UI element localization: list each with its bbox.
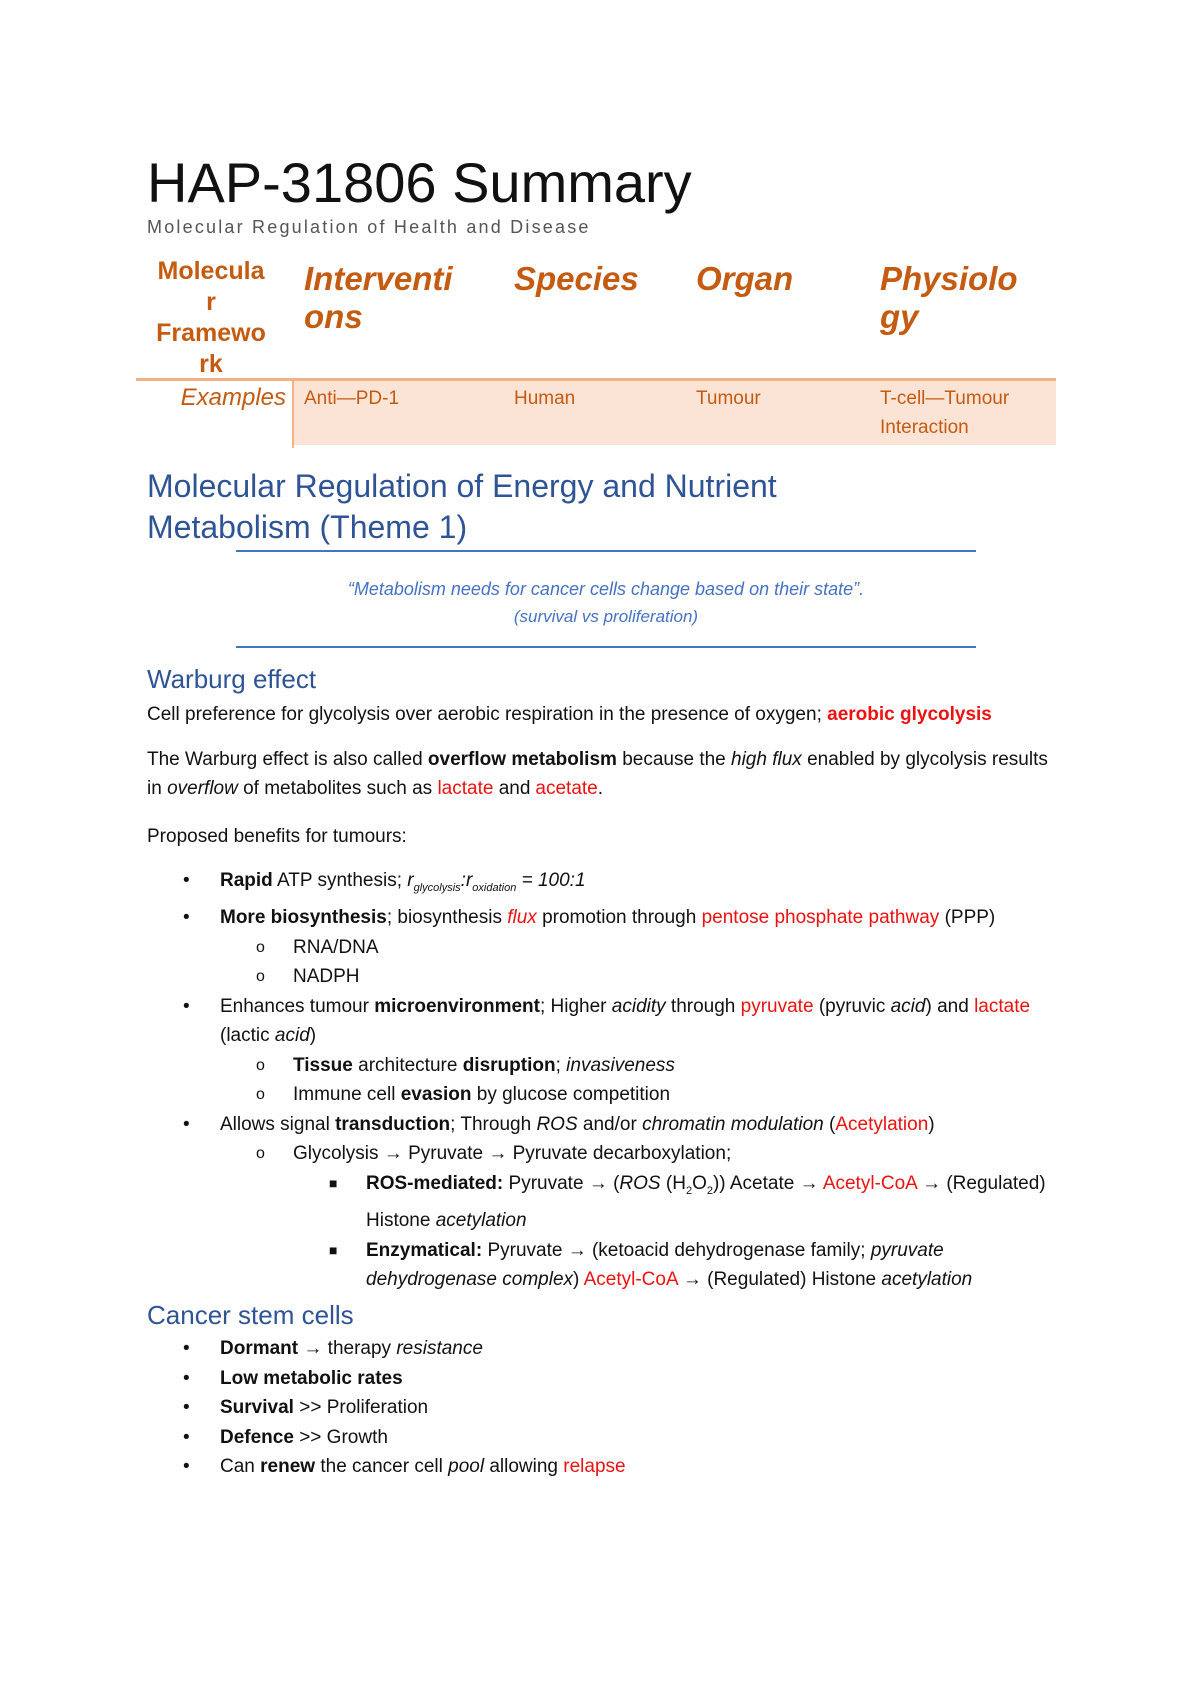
bold-term: renew [260, 1456, 316, 1477]
header-line: r [206, 288, 216, 316]
warburg-definition [147, 700, 1067, 729]
list-item [220, 1080, 1067, 1110]
text: ; Higher [539, 995, 607, 1017]
list-item [147, 866, 1067, 903]
column-divider [292, 378, 294, 448]
text: RNA/DNA [293, 936, 379, 958]
bullet-icon: • [183, 1367, 190, 1389]
warburg-heading: Warburg effect [147, 664, 317, 694]
bold-term: evasion [400, 1084, 472, 1106]
italic-term: pool [448, 1456, 485, 1477]
highlight-term: Acetylation [835, 1113, 929, 1135]
heading-line: Metabolism (Theme 1) [147, 509, 468, 545]
bold-term: Defence [220, 1426, 294, 1448]
highlight-term: Acetyl-CoA [583, 1269, 678, 1291]
bold-term: disruption [462, 1054, 556, 1076]
quote-rule-top [236, 550, 976, 552]
text: → (Regulated) Histone [366, 1172, 1046, 1232]
bold-term: Tissue [293, 1054, 353, 1076]
text: Cell preference for glycolysis over aerobic respiration in the presence of oxygen; [147, 704, 822, 725]
bullet-icon: • [183, 907, 190, 929]
italic-term: ROS [619, 1172, 661, 1194]
text: through [670, 995, 736, 1017]
bold-term: Dormant [220, 1338, 299, 1359]
subscript: 2 [706, 1184, 713, 1197]
bold-term: Enzymatical: [366, 1239, 483, 1261]
quote-line: (survival vs proliferation) [513, 607, 699, 626]
list-item [147, 992, 1067, 1110]
highlight-term: lactate [974, 995, 1031, 1017]
italic-term: invasiveness [566, 1054, 675, 1076]
header-line: rk [199, 350, 223, 378]
text: and [498, 778, 531, 799]
document-subtitle: Molecular Regulation of Health and Disease [147, 217, 591, 237]
text: )) Acetate → [712, 1172, 819, 1194]
text: Can [220, 1456, 255, 1477]
square-bullet-icon: ■ [329, 1174, 338, 1191]
italic-term: acid [890, 995, 926, 1017]
bold-term: microenvironment [374, 995, 540, 1017]
bullet-icon: • [183, 1456, 190, 1477]
text: the cancer cell [320, 1456, 443, 1477]
bold-term: Rapid [220, 870, 273, 891]
list-item [220, 933, 1067, 963]
text: >> Proliferation [299, 1397, 429, 1418]
italic-term: acetylation [435, 1210, 527, 1232]
cell-organ: Tumour [696, 388, 761, 409]
header-organ: Organ [696, 260, 794, 297]
cell-species: Human [514, 388, 576, 409]
italic-term: overflow [167, 778, 238, 799]
text: :r [460, 870, 473, 891]
text: Glycolysis → Pyruvate → Pyruvate decarboxylation; [293, 1143, 732, 1165]
header-line: Physiolo [880, 260, 1018, 297]
list-item [293, 1169, 1067, 1236]
cell-physiology [880, 384, 1009, 442]
highlight-term: pentose phosphate pathway [701, 907, 940, 929]
highlight-term: Acetyl-CoA [822, 1172, 917, 1194]
text: = 100:1 [521, 870, 586, 891]
list-item [147, 1110, 1067, 1295]
list-item [147, 1393, 1067, 1423]
header-molecular-framework [146, 256, 276, 380]
highlight-term: lactate [437, 778, 494, 799]
theme-quote [236, 575, 976, 631]
highlight-term: flux [507, 907, 537, 929]
text: (PPP) [944, 907, 996, 929]
list-item [147, 903, 1067, 992]
text: because the [622, 749, 726, 770]
italic-term: acetylation [881, 1269, 973, 1291]
cell-interventions: Anti—PD-1 [304, 388, 400, 409]
text: ; biosynthesis [386, 907, 502, 929]
text: (lactic [220, 1025, 270, 1047]
bullet-icon: • [183, 1397, 190, 1418]
list-item [147, 1334, 1067, 1364]
text: >> Growth [299, 1426, 388, 1448]
bold-term: ROS-mediated: [366, 1172, 504, 1194]
text: → therapy [303, 1338, 392, 1359]
overflow-paragraph [147, 745, 1067, 803]
bold-term: Low metabolic rates [220, 1367, 403, 1389]
text: of metabolites such as [243, 778, 433, 799]
circle-bullet-icon: o [256, 938, 265, 956]
subscript: 2 [685, 1184, 693, 1197]
text: ) [309, 1025, 317, 1047]
text: by glucose competition [476, 1084, 671, 1106]
stem-heading: Cancer stem cells [147, 1300, 354, 1330]
header-line: Molecula [157, 257, 265, 285]
square-bullet-icon: ■ [329, 1241, 338, 1258]
list-item [147, 1452, 1067, 1482]
bullet-icon: • [183, 1113, 190, 1135]
text: ATP synthesis; [277, 870, 402, 891]
italic-term: high flux [731, 749, 802, 770]
benefits-intro: Proposed benefits for tumours: [147, 826, 407, 847]
text: architecture [358, 1054, 458, 1076]
highlight-term: acetate [535, 778, 598, 799]
header-line: Framewo [156, 319, 266, 347]
document-title: HAP-31806 Summary [147, 151, 692, 214]
text: ; [555, 1054, 561, 1076]
header-line: gy [880, 298, 919, 335]
text: (pyruvic [818, 995, 886, 1017]
circle-bullet-icon: o [256, 1056, 265, 1074]
subscript: oxidation [472, 881, 517, 894]
header-line: ons [304, 298, 363, 335]
text: enabled by glycolysis results in [147, 749, 1048, 799]
sub-sub-list [293, 1169, 1067, 1295]
quote-rule-bottom [236, 646, 976, 648]
subscript: glycolysis [413, 881, 461, 894]
stem-list [147, 1334, 1067, 1482]
text: The Warburg effect is also called [147, 749, 423, 770]
circle-bullet-icon: o [256, 1086, 265, 1104]
circle-bullet-icon: o [256, 968, 265, 986]
list-item [293, 1236, 1067, 1295]
text: Pyruvate → (ketoacid dehydrogenase family; [487, 1239, 866, 1261]
sub-list [220, 1051, 1067, 1110]
framework-table [136, 252, 1056, 452]
highlight-term: pyruvate [740, 995, 814, 1017]
italic-term: pyruvate dehydrogenase complex [366, 1239, 944, 1291]
highlight-term: relapse [563, 1456, 626, 1477]
text: O [692, 1172, 707, 1194]
text: → (Regulated) Histone [682, 1269, 877, 1291]
heading-line: Molecular Regulation of Energy and Nutrient [147, 468, 777, 504]
text: Immune cell [293, 1084, 396, 1106]
text: NADPH [293, 966, 360, 988]
list-item [220, 1139, 1067, 1294]
italic-term: resistance [396, 1338, 483, 1359]
list-item [147, 1423, 1067, 1453]
text: Enhances tumour [220, 995, 369, 1017]
text: allowing [489, 1456, 558, 1477]
bullet-icon: • [183, 870, 190, 891]
header-species: Species [514, 260, 639, 297]
bullet-icon: • [183, 1426, 190, 1448]
italic-term: acidity [611, 995, 666, 1017]
cell-line: Interaction [880, 417, 969, 438]
cell-line: T-cell—Tumour [880, 388, 1010, 409]
quote-line: “Metabolism needs for cancer cells change based on their state”. [347, 579, 865, 599]
italic-term: ROS [536, 1113, 578, 1135]
text: ) and [925, 995, 969, 1017]
bold-term: More biosynthesis [220, 907, 387, 929]
text: . [597, 778, 604, 799]
header-line: Interventi [304, 260, 453, 297]
text: Allows signal [220, 1113, 330, 1135]
list-item [147, 1364, 1067, 1394]
benefits-list [147, 866, 1067, 1295]
theme-heading [147, 466, 967, 548]
text: r [407, 870, 414, 891]
text: ) [928, 1113, 935, 1135]
text: ) [573, 1269, 580, 1291]
text: ; Through [450, 1113, 532, 1135]
italic-term: chromatin modulation [642, 1113, 824, 1135]
text: ( [829, 1113, 836, 1135]
text: promotion through [542, 907, 697, 929]
list-item [220, 962, 1067, 992]
header-interventions [304, 260, 453, 336]
text: and/or [582, 1113, 637, 1135]
list-item [220, 1051, 1067, 1081]
header-physiology [880, 260, 1018, 336]
circle-bullet-icon: o [256, 1145, 265, 1163]
italic-term: acid [274, 1025, 310, 1047]
text: Pyruvate → ( [508, 1172, 620, 1194]
sub-list [220, 933, 1067, 992]
bold-term: transduction [335, 1113, 451, 1135]
text: (H [665, 1172, 686, 1194]
bold-term: overflow metabolism [427, 749, 617, 770]
bold-term: Survival [220, 1397, 294, 1418]
highlight-term: aerobic glycolysis [827, 704, 992, 725]
bullet-icon: • [183, 1338, 190, 1359]
bullet-icon: • [183, 995, 190, 1017]
row-label-examples: Examples [180, 384, 286, 411]
sub-list [220, 1139, 1067, 1294]
